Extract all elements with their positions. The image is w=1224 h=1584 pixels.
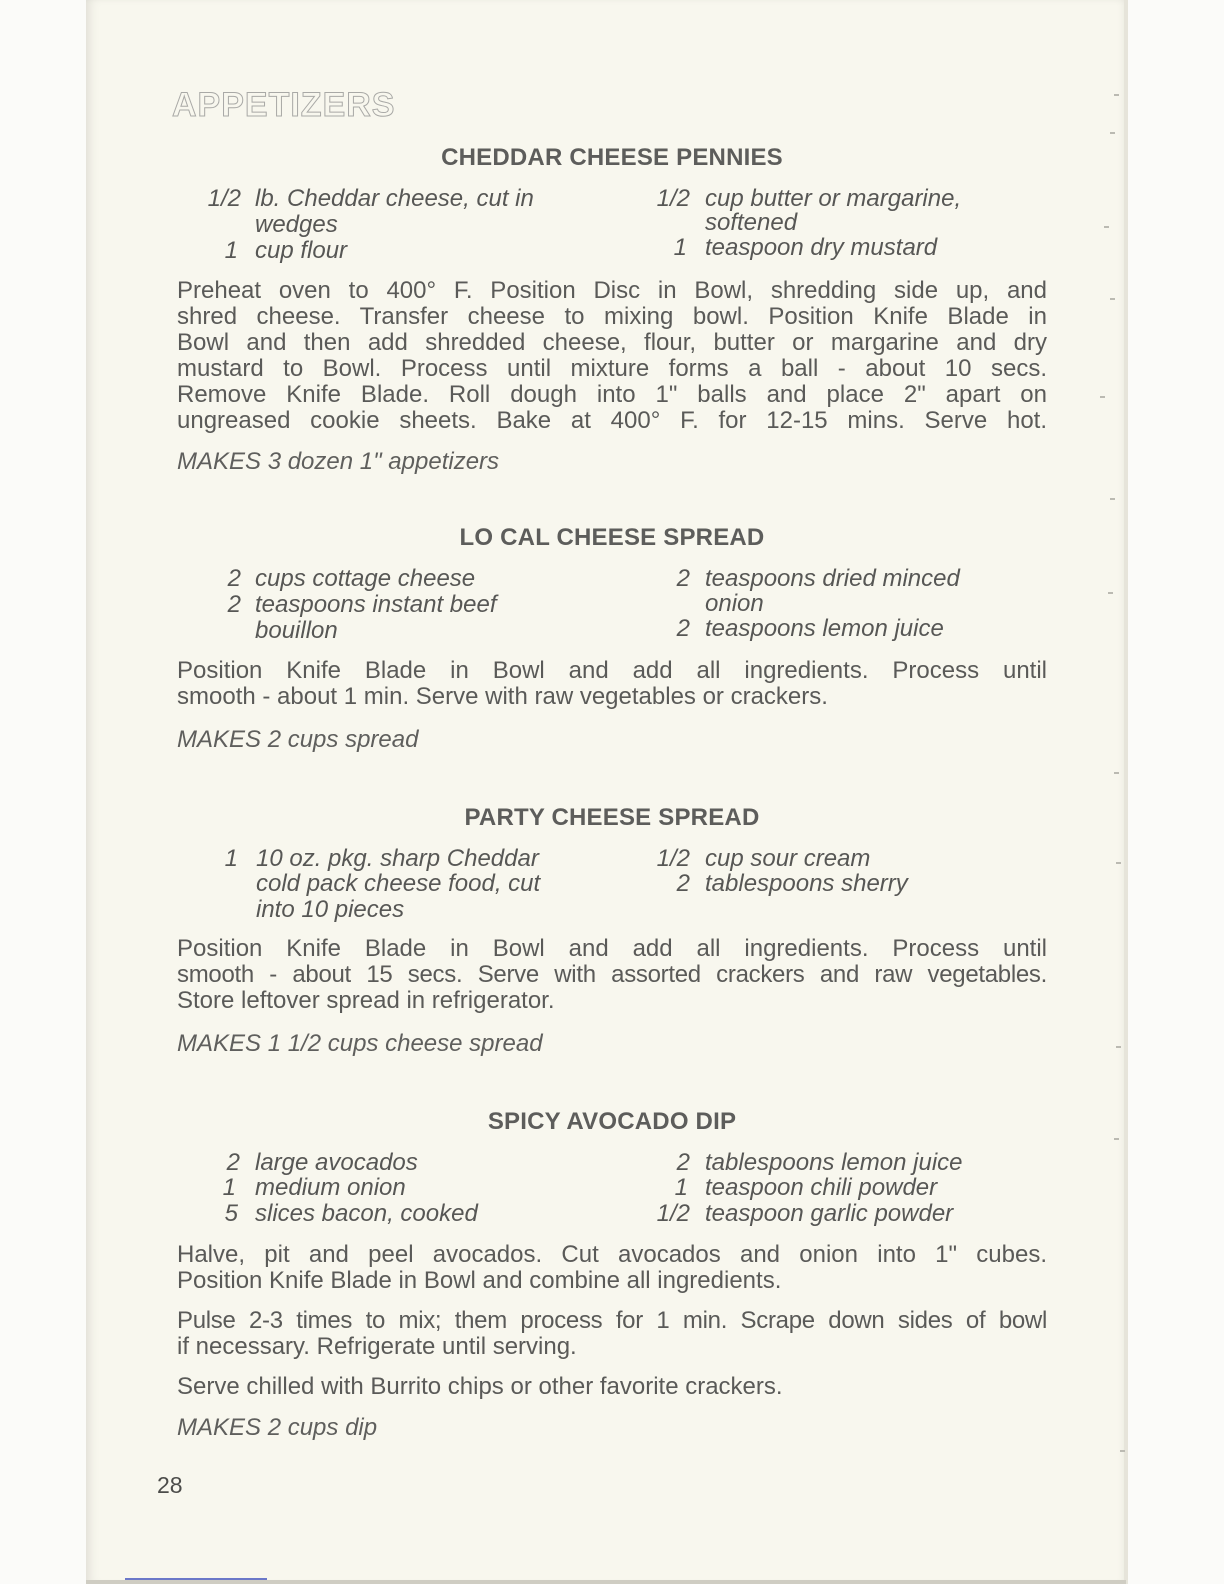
page-edge-right: [1124, 0, 1128, 1584]
ingredient-text: tablespoons sherry: [705, 870, 908, 897]
scan-speck: [1110, 298, 1115, 300]
ingredient-qty: 1/2: [207, 185, 241, 212]
scan-speck: [1108, 592, 1113, 594]
direction-line: Preheat oven to 400° F. Position Disc in Bowl, shredding side up, and: [177, 277, 1047, 304]
directions-spicy-avocado-dip-2: [177, 1308, 1047, 1360]
ingredient-text: teaspoon chili powder: [705, 1174, 938, 1201]
direction-line: Halve, pit and peel avocados. Cut avocados and onion into 1" cubes.: [177, 1241, 1047, 1268]
direction-line: ungreased cookie sheets. Bake at 400° F. for 12-15 mins. Serve hot.: [177, 407, 1047, 434]
direction-line: Remove Knife Blade. Roll dough into 1" balls and place 2" apart on: [177, 381, 1047, 408]
ingredient-text: cups cottage cheese: [255, 565, 476, 592]
ingredient-text: cold pack cheese food, cut: [256, 870, 541, 897]
ingredient-text: softened: [705, 209, 798, 236]
scan-speck: [1114, 1138, 1119, 1140]
direction-line: smooth - about 1 min. Serve with raw vegetables or crackers.: [177, 683, 828, 710]
yield-party-cheese-spread: MAKES 1 1/2 cups cheese spread: [177, 1030, 543, 1057]
ingredient-text: slices bacon, cooked: [255, 1200, 478, 1227]
scan-speck: [1114, 94, 1119, 96]
recipe-title-lo-cal-cheese-spread: LO CAL CHEESE SPREAD: [459, 524, 765, 551]
ingredient-text: medium onion: [255, 1174, 406, 1201]
direction-line: Position Knife Blade in Bowl and combine all ingredients.: [177, 1267, 782, 1294]
scan-corner-mark: [125, 1578, 267, 1580]
ingredient-text: 10 oz. pkg. sharp Cheddar: [256, 845, 539, 872]
ingredient-text: large avocados: [255, 1149, 418, 1176]
ingredient-qty: 5: [224, 1200, 238, 1227]
ingredient-text: cup sour cream: [705, 845, 871, 872]
ingredient-qty: 1/2: [656, 185, 690, 212]
ingredient-text: teaspoon dry mustard: [705, 234, 938, 261]
page-edge-bottom: [86, 1580, 1126, 1584]
direction-line: if necessary. Refrigerate until serving.: [177, 1333, 577, 1360]
direction-line: Position Knife Blade in Bowl and add all ingredients. Process until: [177, 935, 1047, 962]
direction-line: Bowl and then add shredded cheese, flour, butter or margarine and dry: [177, 329, 1047, 356]
directions-spicy-avocado-dip-1: [177, 1242, 1047, 1294]
scan-speck: [1116, 862, 1121, 864]
ingredient-text: teaspoon garlic powder: [705, 1200, 954, 1227]
page-number: 28: [157, 1472, 183, 1498]
ingredient-text: teaspoons instant beef: [255, 591, 497, 618]
ingredient-text: teaspoons lemon juice: [705, 615, 944, 642]
ingredient-qty: 1: [224, 237, 238, 264]
directions-lo-cal-cheese-spread: [177, 658, 1047, 710]
yield-lo-cal-cheese-spread: MAKES 2 cups spread: [177, 726, 419, 753]
scan-speck: [1110, 498, 1115, 500]
ingredient-qty: 2: [676, 1149, 690, 1176]
ingredient-text: wedges: [255, 211, 338, 238]
section-heading: APPETIZERS: [172, 86, 396, 124]
recipe-title-cheddar-cheese-pennies: CHEDDAR CHEESE PENNIES: [441, 144, 783, 171]
ingredient-text: lb. Cheddar cheese, cut in: [255, 185, 534, 212]
direction-line: shred cheese. Transfer cheese to mixing bowl. Position Knife Blade in: [177, 303, 1047, 330]
direction-line: mustard to Bowl. Process until mixture forms a ball - about 10 secs.: [177, 355, 1047, 382]
direction-line: Store leftover spread in refrigerator.: [177, 987, 555, 1014]
ingredient-text: into 10 pieces: [256, 896, 405, 923]
directions-spicy-avocado-dip-3: [177, 1374, 1047, 1400]
ingredient-text: cup flour: [255, 237, 348, 264]
ingredient-text: teaspoons dried minced: [705, 565, 960, 592]
ingredient-qty: 1: [222, 1174, 236, 1201]
ingredient-qty: 1/2: [656, 845, 690, 872]
directions-cheddar-cheese-pennies: [177, 278, 1047, 434]
ingredient-qty: 2: [227, 565, 241, 592]
ingredient-qty: 2: [676, 565, 690, 592]
ingredient-qty: 1: [674, 1174, 688, 1201]
ingredient-text: onion: [705, 590, 764, 617]
recipe-title-party-cheese-spread: PARTY CHEESE SPREAD: [464, 804, 760, 831]
ingredient-qty: 2: [226, 1149, 240, 1176]
scan-speck: [1116, 1046, 1121, 1048]
ingredient-text: cup butter or margarine,: [705, 185, 962, 212]
yield-cheddar-cheese-pennies: MAKES 3 dozen 1" appetizers: [177, 448, 500, 475]
ingredient-text: bouillon: [255, 617, 338, 644]
ingredient-text: tablespoons lemon juice: [705, 1149, 963, 1176]
scan-speck: [1120, 1450, 1125, 1452]
ingredient-qty: 2: [676, 615, 690, 642]
scan-speck: [1110, 132, 1115, 134]
direction-line: Pulse 2-3 times to mix; them process for 1 min. Scrape down sides of bowl: [177, 1307, 1047, 1334]
direction-line: Serve chilled with Burrito chips or other favorite crackers.: [177, 1373, 783, 1400]
ingredient-qty: 1/2: [656, 1200, 690, 1227]
directions-party-cheese-spread: [177, 936, 1047, 1014]
ingredient-qty: 2: [676, 870, 690, 897]
direction-line: Position Knife Blade in Bowl and add all ingredients. Process until: [177, 657, 1047, 684]
scan-speck: [1114, 772, 1119, 774]
direction-line: smooth - about 15 secs. Serve with assorted crackers and raw vegetables.: [177, 961, 1047, 988]
ingredient-qty: 1: [224, 845, 238, 872]
ingredient-qty: 1: [673, 234, 687, 261]
scan-speck: [1100, 396, 1105, 398]
scan-speck: [1104, 226, 1109, 228]
ingredient-qty: 2: [227, 591, 241, 618]
recipe-title-spicy-avocado-dip: SPICY AVOCADO DIP: [487, 1108, 737, 1135]
yield-spicy-avocado-dip: MAKES 2 cups dip: [177, 1414, 378, 1441]
